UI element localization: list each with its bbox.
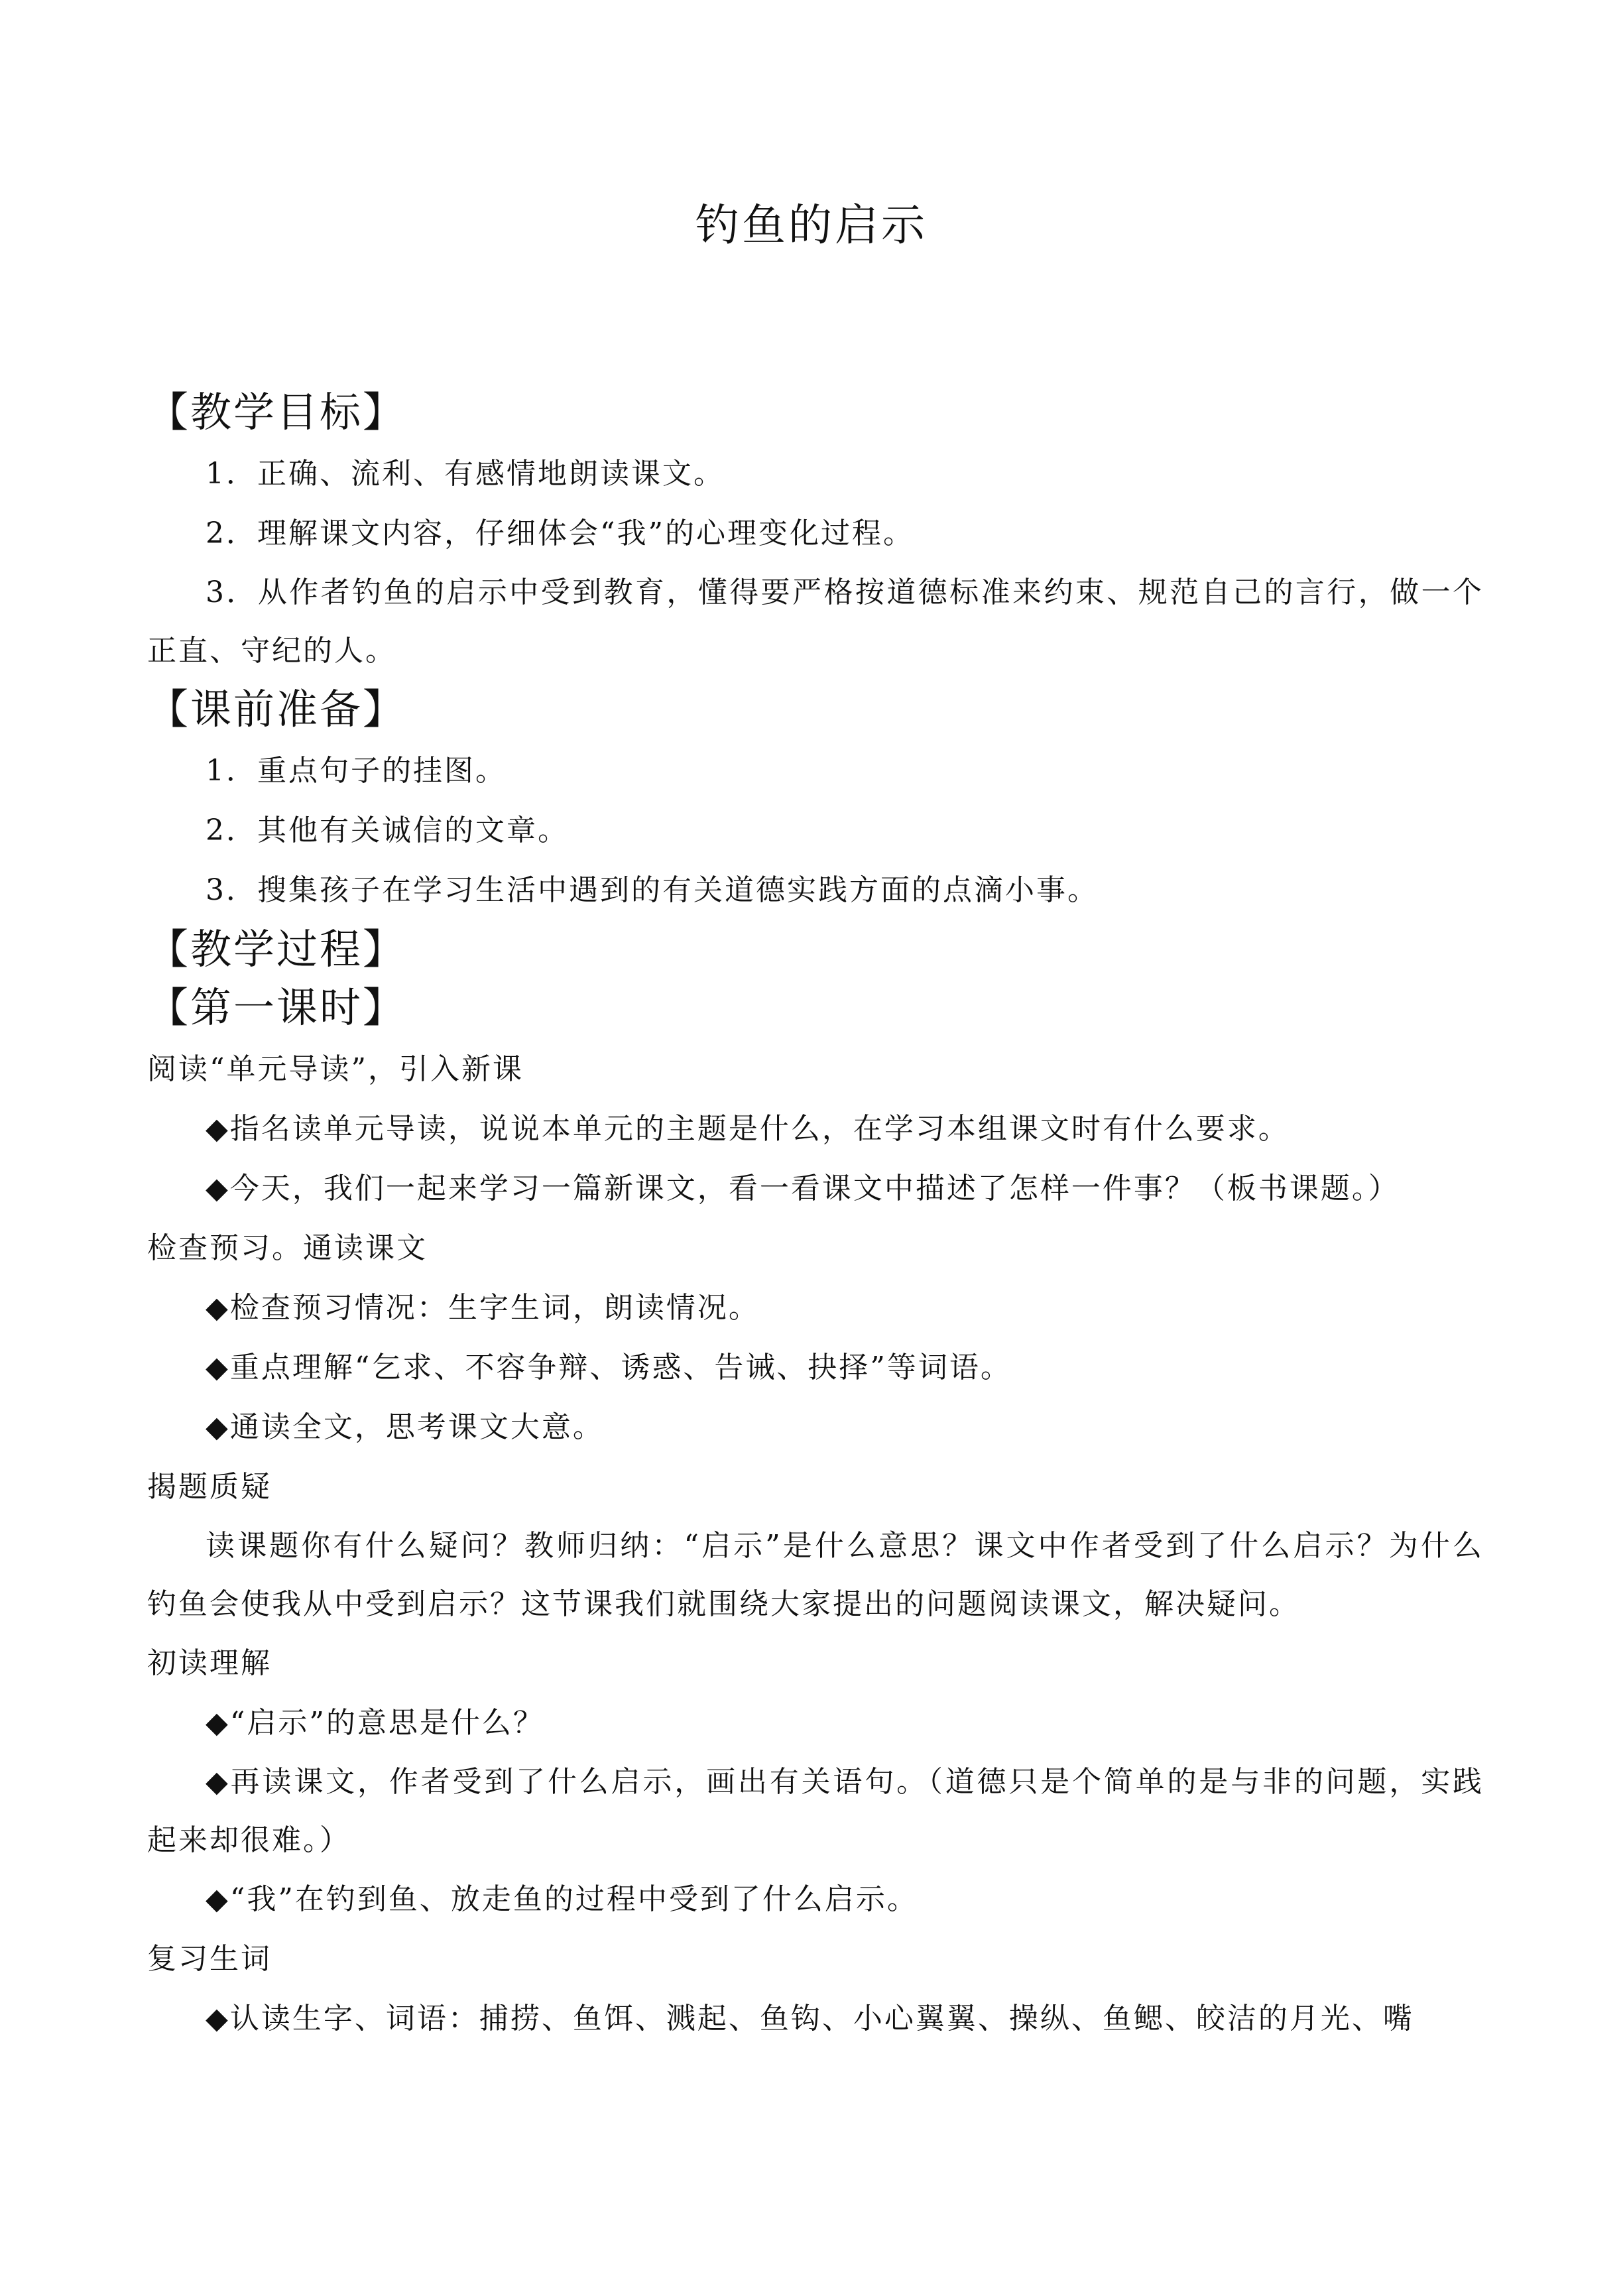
section-preparation <box>147 680 1484 920</box>
document-body <box>147 383 1484 2049</box>
step-title: 阅读“单元导读”，引入新课 <box>147 1052 524 1086</box>
step-title: 初读理解 <box>147 1646 272 1680</box>
step-item: ◆指名读单元导读，说说本单元的主题是什么，在学习本组课文时有什么要求。 <box>206 1112 1290 1146</box>
step-title: 揭题质疑 <box>147 1470 272 1504</box>
section-heading: 【教学目标】 <box>147 388 406 436</box>
lesson-heading: 【第一课时】 <box>147 983 406 1032</box>
section-heading: 【教学过程】 <box>147 925 406 973</box>
step-item: 读课题你有什么疑问？教师归纳：“启示”是什么意思？课文中作者受到了什么启示？为什么钓鱼会使我从中受到启示？这节课我们就围绕大家提出的问题阅读课文，解决疑问。 <box>147 1529 1484 1621</box>
section-teaching-goals <box>147 383 1484 680</box>
list-item: 3．从作者钓鱼的启示中受到教育，懂得要严格按道德标准来约束、规范自己的言行，做一个正直、守纪的人。 <box>147 575 1484 668</box>
step-item: ◆认读生字、词语：捕捞、鱼饵、溅起、鱼钩、小心翼翼、操纵、鱼鳃、皎洁的月光、嘴 <box>206 2002 1414 2035</box>
step-title: 复习生词 <box>147 1942 272 1976</box>
list-item: 1．正确、流利、有感情地朗读课文。 <box>206 457 725 491</box>
document-title: 钓鱼的启示 <box>695 200 928 251</box>
step-item: ◆检查预习情况：生字生词，朗读情况。 <box>206 1291 760 1325</box>
list-item: 2．其他有关诚信的文章。 <box>206 814 569 847</box>
step-item: ◆通读全文，思考课文大意。 <box>206 1410 604 1444</box>
step-item: ◆“我”在钓到鱼、放走鱼的过程中受到了什么启示。 <box>206 1882 918 1916</box>
step-item: ◆“启示”的意思是什么？ <box>206 1706 544 1740</box>
section-teaching-process <box>147 920 1484 2049</box>
section-heading: 【课前准备】 <box>147 685 406 733</box>
list-item: 2．理解课文内容，仔细体会“我”的心理变化过程。 <box>206 516 914 550</box>
step-item: ◆今天，我们一起来学习一篇新课文，看一看课文中描述了怎样一件事？（板书课题。） <box>206 1172 1400 1205</box>
step-item: ◆再读课文，作者受到了什么启示，画出有关语句。（道德只是个简单的是与非的问题，实践起来却很难。） <box>147 1765 1484 1857</box>
list-item: 1．重点句子的挂图。 <box>206 754 507 788</box>
step-item: ◆重点理解“乞求、不容争辩、诱惑、告诫、抉择”等词语。 <box>206 1351 1012 1384</box>
step-title: 检查预习。通读课文 <box>147 1231 428 1265</box>
list-item: 3．搜集孩子在学习生活中遇到的有关道德实践方面的点滴小事。 <box>206 873 1099 907</box>
